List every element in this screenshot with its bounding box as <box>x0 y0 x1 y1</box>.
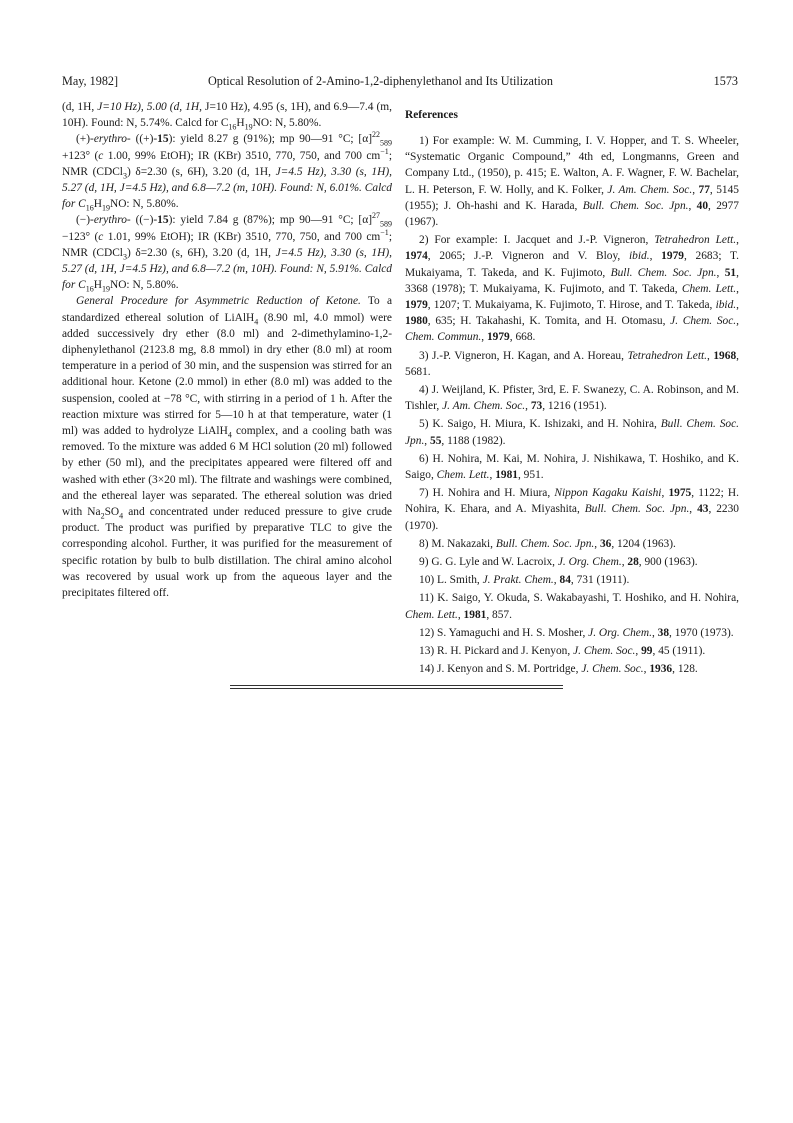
reference-2: 2) For example: I. Jacquet and J.-P. Vigneron, Tetrahedron Lett., 1974, 2065; J.-P. Vigneron and V. Bloy, ibid., 1979, 2683; T. Mukaiyama, T. Takeda, and K. Fujimoto, Bull. Chem. Soc. Jpn., 51, 3368 (1978); T. Mukaiyama, K. Fujimoto, and T. Takeda, Chem. Lett., 1979, 1207; T. Mukaiyama, K. Fujimoto, T. Hirose, and T. Takeda, ibid., 1980, 635; H. Takahashi, K. Tomita, and H. Otomasu, J. Chem. Soc., Chem. Commun., 1979, 668. <box>405 234 739 344</box>
paragraph-erythro-plus: (+)-erythro- ((+)-15): yield 8.27 g (91%); mp 90—91 °C; $[\alpha]^{22}_{589} +123^\circ$ (c 1.00, 99% EtOH); IR (KBr) 3510, 770, 750, and 700 $cm^{-1}$; NMR (CDCl$_3$) δ=2.30 (s, 6H), 3.20 (d, 1H, J=4.5 Hz), 3.30 (s, 1H), 5.27 (d, 1H, J=4.5 Hz), and 6.8—7.2 (m, 10H). Found: N, 6.01%. Calcd for $C_{16}H_{19}NO$: N, 5.80%. <box>62 130 392 213</box>
header-title: Optical Resolution of 2-Amino-1,2-diphenylethanol and Its Utilization <box>208 74 553 88</box>
reference-9: 9) G. G. Lyle and W. Lacroix, J. Org. Chem., 28, 900 (1963). <box>419 556 698 569</box>
end-rule <box>230 685 563 686</box>
left-column <box>62 99 392 601</box>
paragraph-compound-data-1: (d, 1H, J=10 Hz), 5.00 (d, 1H, J=10 Hz), 4.95 (s, 1H), and 6.9—7.4 (m, 10H). Found: N, 5.74%. Calcd for $C_{16}H_{19}NO$: N, 5.80%. <box>62 101 392 132</box>
reference-3: 3) J.-P. Vigneron, H. Kagan, and A. Horeau, Tetrahedron Lett., 1968, 5681. <box>405 349 739 378</box>
reference-10: 10) L. Smith, J. Prakt. Chem., 84, 731 (1911). <box>419 574 630 587</box>
paragraph-general-procedure: General Procedure for Asymmetric Reduction of Ketone. To a standardized ethereal solution of LiAlH$_4$ (8.90 ml, 4.0 mmol) were added successively dry ether (8.0 ml) and 2-dimethylamino-1,2-diphenylethanol (2123.8 mg, 8.8 mmol) in dry ether (8.0 ml) at room temperature in a period of 30 min, and the suspension was stirred for an additional hour. Ketone (2.0 mmol) in ether (8.0 ml) was added to the suspension, cooled at −78 °C, with stirring in a period of 1 h. After the reaction mixture was stirred for 5—10 h at that temperature, water (1 ml) was added to hydrolyze LiAlH$_4$ complex, and a cooling bath was removed. To the mixture was added 6 M HCl solution (20 ml) followed by ether (50 ml), and the precipitates appeared were filtered off and washed with ether (3×20 ml). The filtrate and washings were combined, and the ethereal layer was separated. The ethereal solution was dried with $Na_2SO_4$ and concentrated under reduced pressure to give crude product. The product was purified by preparative TLC to give the corresponding alcohol. Further, it was purified for the measurement of specific rotation by bulb to bulb distillation. The chiral amino alcohol was recovered by usual work up from the aqueous layer and the precipitates filtered off. <box>62 295 392 600</box>
section-title: General Procedure for Asymmetric Reduction of Ketone. <box>76 295 361 308</box>
reference-5: 5) K. Saigo, H. Miura, K. Ishizaki, and H. Nohira, Bull. Chem. Soc. Jpn., 55, 1188 (1982). <box>405 418 739 447</box>
right-column <box>405 99 739 680</box>
reference-8: 8) M. Nakazaki, Bull. Chem. Soc. Jpn., 36, 1204 (1963). <box>419 537 676 550</box>
running-header <box>62 73 738 89</box>
reference-11: 11) K. Saigo, Y. Okuda, S. Wakabayashi, T. Hoshiko, and H. Nohira, Chem. Lett., 1981, 857. <box>405 592 739 621</box>
page-number: 1573 <box>713 74 738 88</box>
end-rule-lower <box>230 688 563 689</box>
reference-1: 1) For example: W. M. Cumming, I. V. Hopper, and T. S. Wheeler, “Systematic Organic Compound,” 4th ed, Longmanns, Green and Company Ltd., (1950), p. 415; E. Walton, A. F. Wagner, F. W. Bachelar, L. H. Peterson, F. W. Holly, and K. Folker, J. Am. Chem. Soc., 77, 5145 (1955); J. Oh-hashi and K. Harada, Bull. Chem. Soc. Jpn., 40, 2977 (1967). <box>405 135 740 229</box>
reference-13: 13) R. H. Pickard and J. Kenyon, J. Chem. Soc., 99, 45 (1911). <box>419 645 706 658</box>
references-heading: References <box>405 109 458 121</box>
reference-12: 12) S. Yamaguchi and H. S. Mosher, J. Org. Chem., 38, 1970 (1973). <box>419 626 734 639</box>
reference-14: 14) J. Kenyon and S. M. Portridge, J. Chem. Soc., 1936, 128. <box>419 663 698 676</box>
paragraph-erythro-minus: (−)-erythro- ((−)-15): yield 7.84 g (87%); mp 90—91 °C; $[\alpha]^{27}_{589} -123^\circ$ (c 1.01, 99% EtOH); IR (KBr) 3510, 770, 750, and 700 $cm^{-1}$; NMR (CDCl$_3$) δ=2.30 (s, 6H), 3.20 (d, 1H, J=4.5 Hz), 3.30 (s, 1H), 5.27 (d, 1H, J=4.5 Hz), and 6.8—7.2 (m, 10H). Found: N, 5.91%. Calcd for $C_{16}H_{19}NO$: N, 5.80%. <box>62 211 392 294</box>
header-date: May, 1982] <box>62 74 119 88</box>
reference-7: 7) H. Nohira and H. Miura, Nippon Kagaku Kaishi, 1975, 1122; H. Nohira, K. Ehara, and A. Miyashita, Bull. Chem. Soc. Jpn., 43, 2230 (1970). <box>405 487 740 532</box>
reference-6: 6) H. Nohira, M. Kai, M. Nohira, J. Nishikawa, T. Hoshiko, and K. Saigo, Chem. Lett., 1981, 951. <box>405 452 739 482</box>
reference-4: 4) J. Weijland, K. Pfister, 3rd, E. F. Swanezy, C. A. Robinson, and M. Tishler, J. Am. Chem. Soc., 73, 1216 (1951). <box>405 384 739 413</box>
